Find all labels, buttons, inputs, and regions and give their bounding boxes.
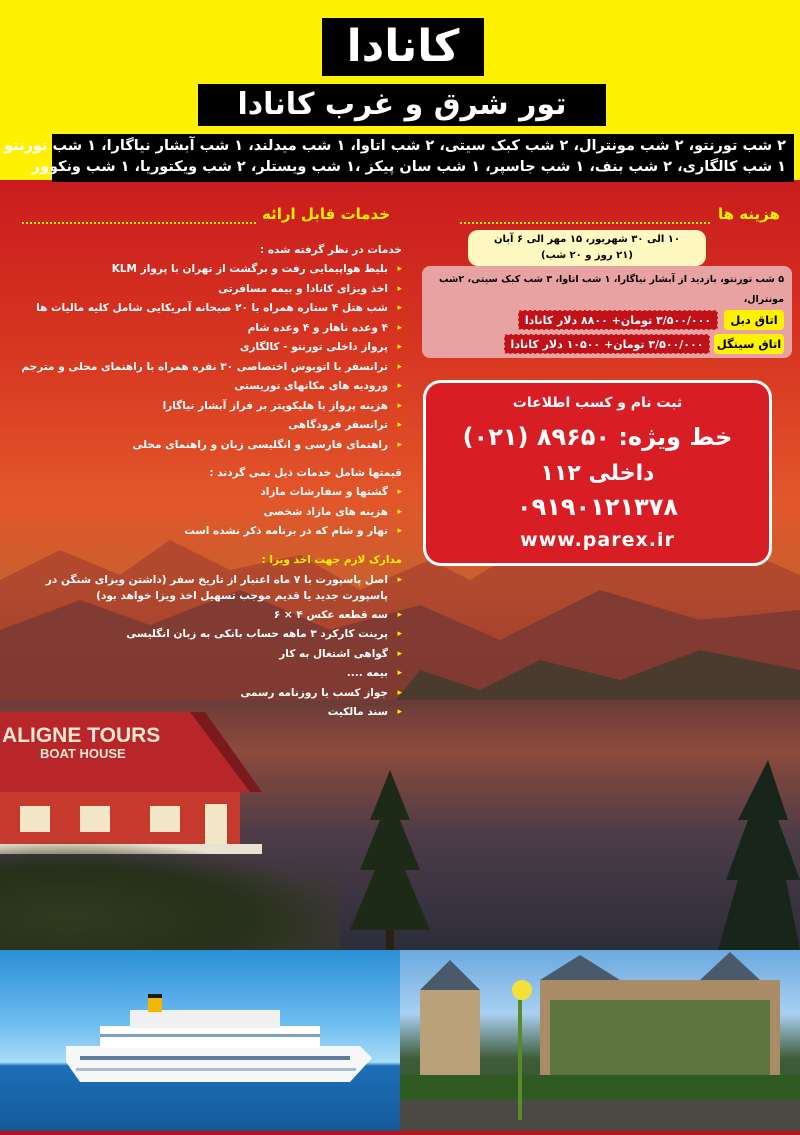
list-item: ▸ هزینه پرواز با هلیکوپتر بر فراز آبشار نیاگارا xyxy=(20,397,402,417)
list-item: ▸ سند مالکیت xyxy=(20,703,402,723)
page-subtitle: تور شرق و غرب کانادا xyxy=(198,84,606,126)
list-item: ▸ ترانسفر با اتوبوس اختصاصی ۳۰ نفره همراه با راهنمای محلی و مترجم xyxy=(20,358,402,378)
list-item: ▸ شب هتل ۴ ستاره همراه با ۲۰ صبحانه آمریکایی شامل کلیه مالیات ها xyxy=(20,299,402,319)
mobile-number[interactable]: ۰۹۱۹۰۱۲۱۳۷۸ xyxy=(516,493,679,521)
itinerary-line-1: ۲ شب تورنتو، ۲ شب مونترال، ۲ شب کبک سیتی، ۲ شب اتاوا، ۱ شب میدلند، ۱ شب آبشار نیاگارا، ۱ شب تورنتو xyxy=(4,138,786,154)
extension-number: داخلی ۱۱۲ xyxy=(540,461,655,486)
divider xyxy=(460,222,710,224)
room-double-price: ۳/۵۰۰/۰۰۰ تومان+ ۸۸۰۰ دلار کانادا xyxy=(518,310,718,330)
services-list xyxy=(20,244,402,735)
boathouse-sign-line-1: ALIGNE TOURS xyxy=(2,724,161,747)
included-header: خدمات در نظر گرفته شده : xyxy=(260,244,402,256)
list-item: ▸ اصل پاسپورت با ۷ ماه اعتبار از تاریخ سفر (داشتن ویزای شنگن در پاسپورت جدید یا قدیم موجب تسهیل اخذ ویزا خواهد بود) xyxy=(20,570,402,606)
list-item: ▸ گشتها و سفارشات مازاد xyxy=(20,483,402,503)
list-item: ▸ هزینه های مازاد شخصی xyxy=(20,503,402,523)
divider xyxy=(22,222,256,224)
package-description: ۵ شب تورنتو، بازدید از آبشار نیاگارا، ۱ شب اتاوا، ۳ شب کبک سیتی، ۲شب مونترال، xyxy=(439,274,784,305)
boathouse-sign-line-2: BOAT HOUSE xyxy=(40,746,126,761)
pine-tree-image xyxy=(350,770,430,950)
itinerary-line-2: ۱ شب کالگاری، ۲ شب بنف، ۱ شب جاسپر، ۱ شب سان پیکز ،۱ شب ویستلر، ۲ شب ویکتوریا، ۱ شب ونکوور xyxy=(31,159,786,175)
room-single-price: ۳/۵۰۰/۰۰۰ تومان+ ۱۰۵۰۰ دلار کانادا xyxy=(504,334,710,354)
contact-box xyxy=(423,380,772,566)
hotline-number[interactable]: خط ویژه: ۸۹۶۵۰ (۰۲۱) xyxy=(462,423,733,451)
excluded-list xyxy=(20,483,402,542)
list-item: ▸ ترانسفر فرودگاهی xyxy=(20,416,402,436)
list-item: ▸ نهار و شام که در برنامه ذکر نشده است xyxy=(20,522,402,542)
included-list xyxy=(20,260,402,455)
list-item: ▸ ۴ وعده ناهار و ۴ وعده شام xyxy=(20,319,402,339)
cruise-ship-photo xyxy=(0,950,400,1131)
contact-title: ثبت نام و کسب اطلاعات xyxy=(512,395,683,411)
list-item: ▸ گواهی اشتغال به کار xyxy=(20,645,402,665)
list-item: ▸ بلیط هواپیمایی رفت و برگشت از تهران با پرواز KLM xyxy=(20,260,402,280)
room-single-label: اتاق سینگل xyxy=(714,334,784,354)
list-item: ▸ سه قطعه عکس ۴ × ۶ xyxy=(20,606,402,626)
costs-title: هزینه ها xyxy=(718,205,780,223)
tour-dates-line-1: ۱۰ الی ۳۰ شهریور، ۱۵ مهر الی ۶ آبان xyxy=(494,234,680,245)
website-link[interactable]: www.parex.ir xyxy=(520,529,675,551)
list-item: ▸ جواز کسب یا روزنامه رسمی xyxy=(20,684,402,704)
visa-docs-list xyxy=(20,570,402,723)
excluded-header: قیمتها شامل خدمات ذیل نمی گردند : xyxy=(209,467,402,479)
tour-duration: (۲۱ روز و ۲۰ شب) xyxy=(541,250,633,261)
cruise-ship-image xyxy=(0,950,400,1131)
visa-docs-header: مدارک لازم جهت اخذ ویزا : xyxy=(261,553,402,566)
itinerary-banner xyxy=(4,134,794,182)
forest-image xyxy=(0,840,340,952)
list-item: ▸ بیمه .... xyxy=(20,664,402,684)
list-item: ▸ اخذ ویزای کانادا و بیمه مسافرتی xyxy=(20,280,402,300)
pine-tree-image xyxy=(708,760,800,950)
list-item: ▸ پرینت کارکرد ۳ ماهه حساب بانکی به زبان انگلیسی xyxy=(20,625,402,645)
empress-hotel-image xyxy=(400,950,800,1131)
list-item: ▸ ورودیه های مکانهای توریستی xyxy=(20,377,402,397)
services-title: خدمات قابل ارائه xyxy=(262,205,391,223)
list-item: ▸ پرواز داخلی تورنتو - کالگاری xyxy=(20,338,402,358)
page-title: کانادا xyxy=(322,18,484,76)
list-item: ▸ راهنمای فارسی و انگلیسی زبان و راهنمای محلی xyxy=(20,436,402,456)
price-panel xyxy=(422,266,792,358)
room-double-label: اتاق دبل xyxy=(724,310,784,330)
tour-dates xyxy=(468,230,706,266)
hotel-photo xyxy=(400,950,800,1131)
